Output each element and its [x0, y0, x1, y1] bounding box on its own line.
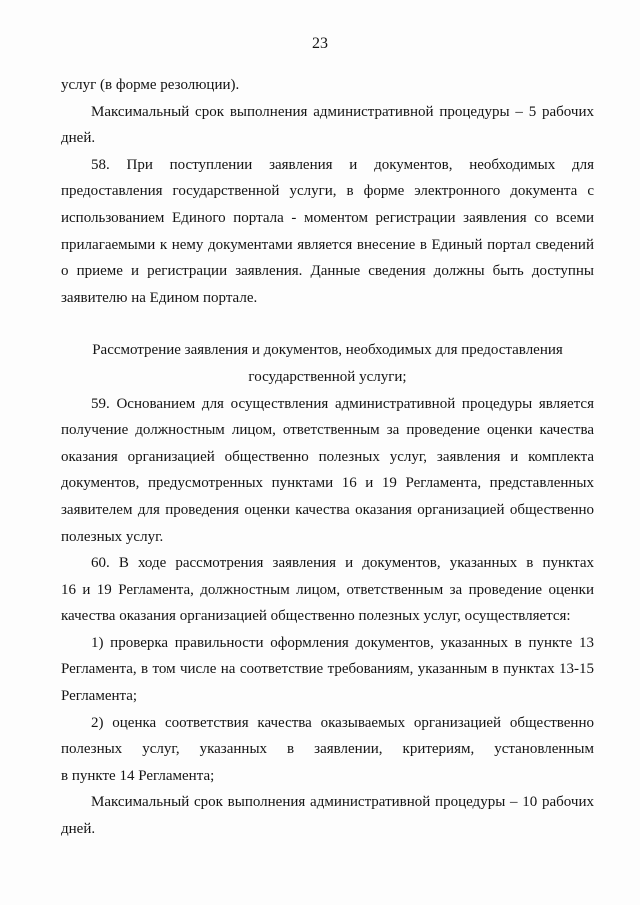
- text-line: 2) оценка соответствия качества оказываемых организацией общественно: [91, 714, 594, 731]
- paragraph-60: [61, 550, 594, 630]
- text-line: получение должностным лицом, ответственным за проведение оценки качества: [61, 422, 594, 439]
- list-item-2: [61, 710, 594, 790]
- document-body: [61, 72, 594, 843]
- text-line: Регламента, в том числе на соответствие требованиям, указанным в пунктах 13-15: [61, 661, 594, 678]
- text-line: предоставления государственной услуги, в форме электронного документа с: [61, 183, 594, 200]
- text-line: оказания организацией общественно полезных услуг, заявления и комплекта: [61, 448, 594, 465]
- text-line: заявителем для проведения оценки качества оказания организацией общественно: [61, 501, 594, 518]
- heading-line: государственной услуги;: [248, 368, 407, 385]
- section-heading: [61, 337, 594, 390]
- paragraph-continuation: [61, 72, 594, 99]
- text-line: документов, предусмотренных пунктами 16 и 19 Регламента, представленных: [61, 475, 594, 492]
- text-line: 1) проверка правильности оформления документов, указанных в пункте 13: [91, 634, 594, 651]
- text-line: полезных услуг, указанных в заявлении, критериям, установленным: [61, 741, 594, 758]
- text-line: прилагаемыми к нему документами является внесение в Единый портал сведений: [61, 236, 594, 253]
- text-line: 59. Основанием для осуществления административной процедуры является: [91, 395, 594, 412]
- paragraph-max-term-5: [61, 99, 594, 152]
- text-line: 60. В ходе рассмотрения заявления и документов, указанных в пунктах: [91, 555, 594, 572]
- text-line: Регламента;: [61, 688, 138, 705]
- text-line: заявителю на Едином портале.: [61, 289, 258, 306]
- text-line: Максимальный срок выполнения административной процедуры – 5 рабочих: [91, 103, 594, 120]
- text-line: Максимальный срок выполнения административной процедуры – 10 рабочих: [91, 794, 594, 811]
- page-number: 23: [312, 35, 328, 52]
- text-line: полезных услуг.: [61, 528, 164, 545]
- text-line: услуг (в форме резолюции).: [61, 77, 240, 93]
- text-line: о приеме и регистрации заявления. Данные сведения должны быть доступны: [61, 263, 594, 280]
- heading-line: Рассмотрение заявления и документов, необходимых для предоставления: [92, 342, 563, 359]
- list-item-1: [61, 630, 594, 710]
- section-gap: [61, 311, 594, 337]
- text-line: 16 и 19 Регламента, должностным лицом, ответственным за проведение оценки: [61, 581, 594, 598]
- text-line: дней.: [61, 130, 96, 147]
- paragraph-59: [61, 391, 594, 551]
- text-line: в пункте 14 Регламента;: [61, 767, 215, 784]
- text-line: качества оказания организацией общественно полезных услуг, осуществляется:: [61, 608, 571, 625]
- paragraph-58: [61, 152, 594, 312]
- paragraph-max-term-10: [61, 789, 594, 842]
- text-line: 58. При поступлении заявления и документов, необходимых для: [91, 156, 594, 173]
- text-line: использованием Единого портала - моментом регистрации заявления со всеми: [61, 209, 594, 226]
- text-line: дней.: [61, 821, 96, 838]
